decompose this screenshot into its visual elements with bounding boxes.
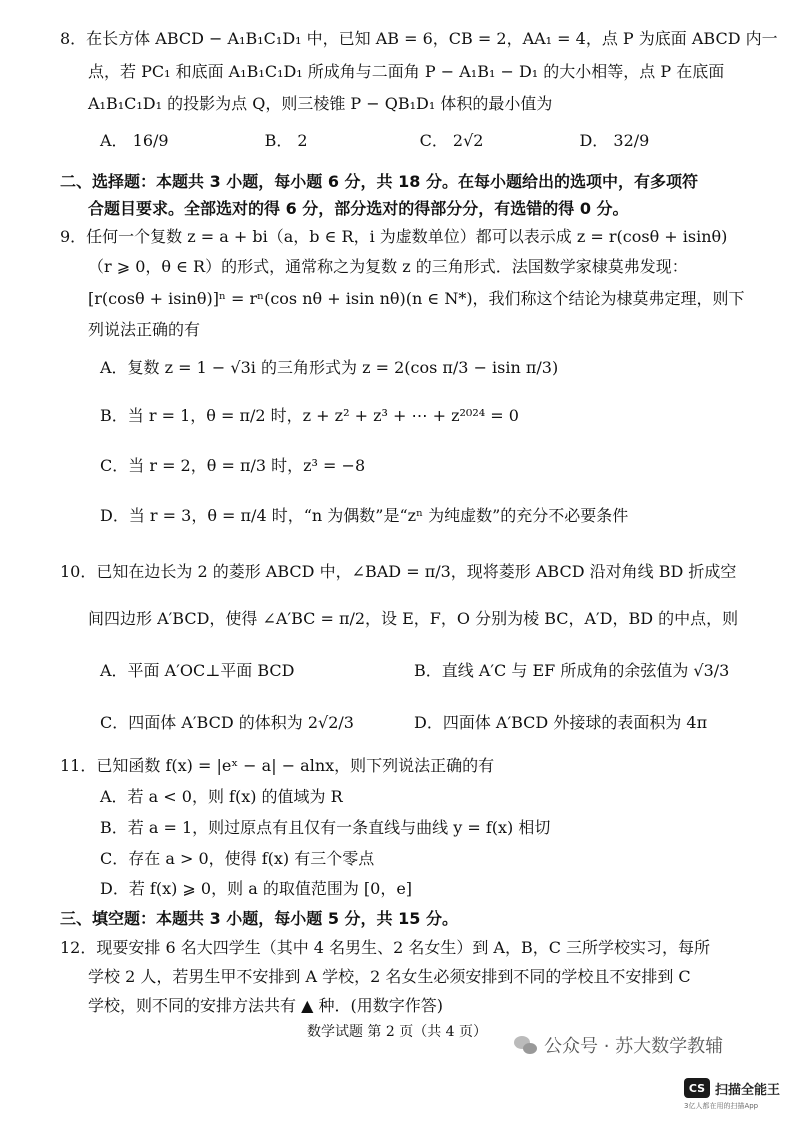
text-line: B．当 r = 1，θ = π/2 时，z + z² + z³ + ⋯ + z²⁰²⁴ = 0 bbox=[100, 406, 519, 425]
wechat-watermark-text: 公众号 · 苏大数学教辅 bbox=[544, 1036, 724, 1057]
text-line: 三、填空题：本题共 3 小题，每小题 5 分，共 15 分。 bbox=[60, 909, 458, 928]
text-line: （r ⩾ 0，θ ∈ R）的形式，通常称之为复数 z 的三角形式．法国数学家棣莫弗发现： bbox=[88, 257, 688, 276]
text-line: C．当 r = 2，θ = π/3 时，z³ = −8 bbox=[100, 456, 366, 475]
text-line: C．四面体 A′BCD 的体积为 2√2/3 bbox=[100, 713, 354, 732]
text-line: A． 16/9 B． 2 C． 2√2 D． 32/9 bbox=[100, 131, 650, 150]
text-line: D．四面体 A′BCD 外接球的表面积为 4π bbox=[414, 713, 708, 732]
text-line: 点，若 PC₁ 和底面 A₁B₁C₁D₁ 所成角与二面角 P − A₁B₁ − D₁ 的大小相等，点 P 在底面 bbox=[88, 62, 725, 81]
text-line: 二、选择题：本题共 3 小题，每小题 6 分，共 18 分。在每小题给出的选项中，有多项符 bbox=[60, 172, 698, 191]
text-line: B．若 a = 1，则过原点有且仅有一条直线与曲线 y = f(x) 相切 bbox=[100, 818, 551, 837]
camscanner-logo bbox=[684, 1078, 780, 1098]
text-line: 8．在长方体 ABCD − A₁B₁C₁D₁ 中，已知 AB = 6，CB = 2，AA₁ = 4，点 P 为底面 ABCD 内一 bbox=[60, 29, 778, 48]
text-line: D．若 f(x) ⩾ 0，则 a 的取值范围为 [0，e] bbox=[100, 879, 413, 898]
text-line: 学校 2 人，若男生甲不安排到 A 学校，2 名女生必须安排到不同的学校且不安排到 C bbox=[88, 967, 691, 986]
text-line: 9．任何一个复数 z = a + bi（a，b ∈ R，i 为虚数单位）都可以表示成 z = r(cosθ + isinθ) bbox=[60, 227, 728, 246]
text-line: B．直线 A′C 与 EF 所成角的余弦值为 √3/3 bbox=[414, 661, 730, 680]
text-line: D．当 r = 3，θ = π/4 时，“n 为偶数”是“zⁿ 为纯虚数”的充分不必要条件 bbox=[100, 506, 629, 525]
text-line: 间四边形 A′BCD，使得 ∠A′BC = π/2，设 E，F，O 分别为棱 BC，A′D，BD 的中点，则 bbox=[88, 609, 739, 628]
text-line: 10．已知在边长为 2 的菱形 ABCD 中，∠BAD = π/3，现将菱形 ABCD 沿对角线 BD 折成空 bbox=[60, 562, 737, 581]
camscanner-name: 扫描全能王 bbox=[715, 1082, 781, 1098]
text-line: 学校，则不同的安排方法共有 ▲ 种．(用数字作答) bbox=[88, 996, 443, 1015]
text-line: A．复数 z = 1 − √3i 的三角形式为 z = 2(cos π/3 − isin π/3) bbox=[100, 358, 559, 377]
text-line: A₁B₁C₁D₁ 的投影为点 Q，则三棱锥 P − QB₁D₁ 体积的最小值为 bbox=[88, 94, 553, 113]
text-line: A．若 a < 0，则 f(x) 的值域为 R bbox=[100, 787, 343, 806]
text-line: 11．已知函数 f(x) = |eˣ − a| − alnx，则下列说法正确的有 bbox=[60, 756, 495, 775]
text-line: 12．现要安排 6 名大四学生（其中 4 名男生、2 名女生）到 A，B，C 三所学校实习，每所 bbox=[60, 938, 711, 957]
camscanner-badge-icon: CS bbox=[684, 1078, 710, 1098]
page-footer: 数学试题 第 2 页（共 4 页） bbox=[306, 1024, 488, 1040]
wechat-watermark bbox=[514, 1032, 723, 1058]
camscanner-tagline: 3亿人都在用的扫描App bbox=[684, 1102, 759, 1110]
wechat-icon bbox=[514, 1035, 538, 1055]
text-line: A．平面 A′OC⊥平面 BCD bbox=[100, 661, 295, 680]
text-line: 合题目要求。全部选对的得 6 分，部分选对的得部分分，有选错的得 0 分。 bbox=[88, 199, 629, 218]
text-line: 列说法正确的有 bbox=[88, 320, 201, 339]
text-line: C．存在 a > 0，使得 f(x) 有三个零点 bbox=[100, 849, 375, 868]
text-line: [r(cosθ + isinθ)]ⁿ = rⁿ(cos nθ + isin nθ)(n ∈ N*)，我们称这个结论为棣莫弗定理，则下 bbox=[88, 289, 745, 308]
